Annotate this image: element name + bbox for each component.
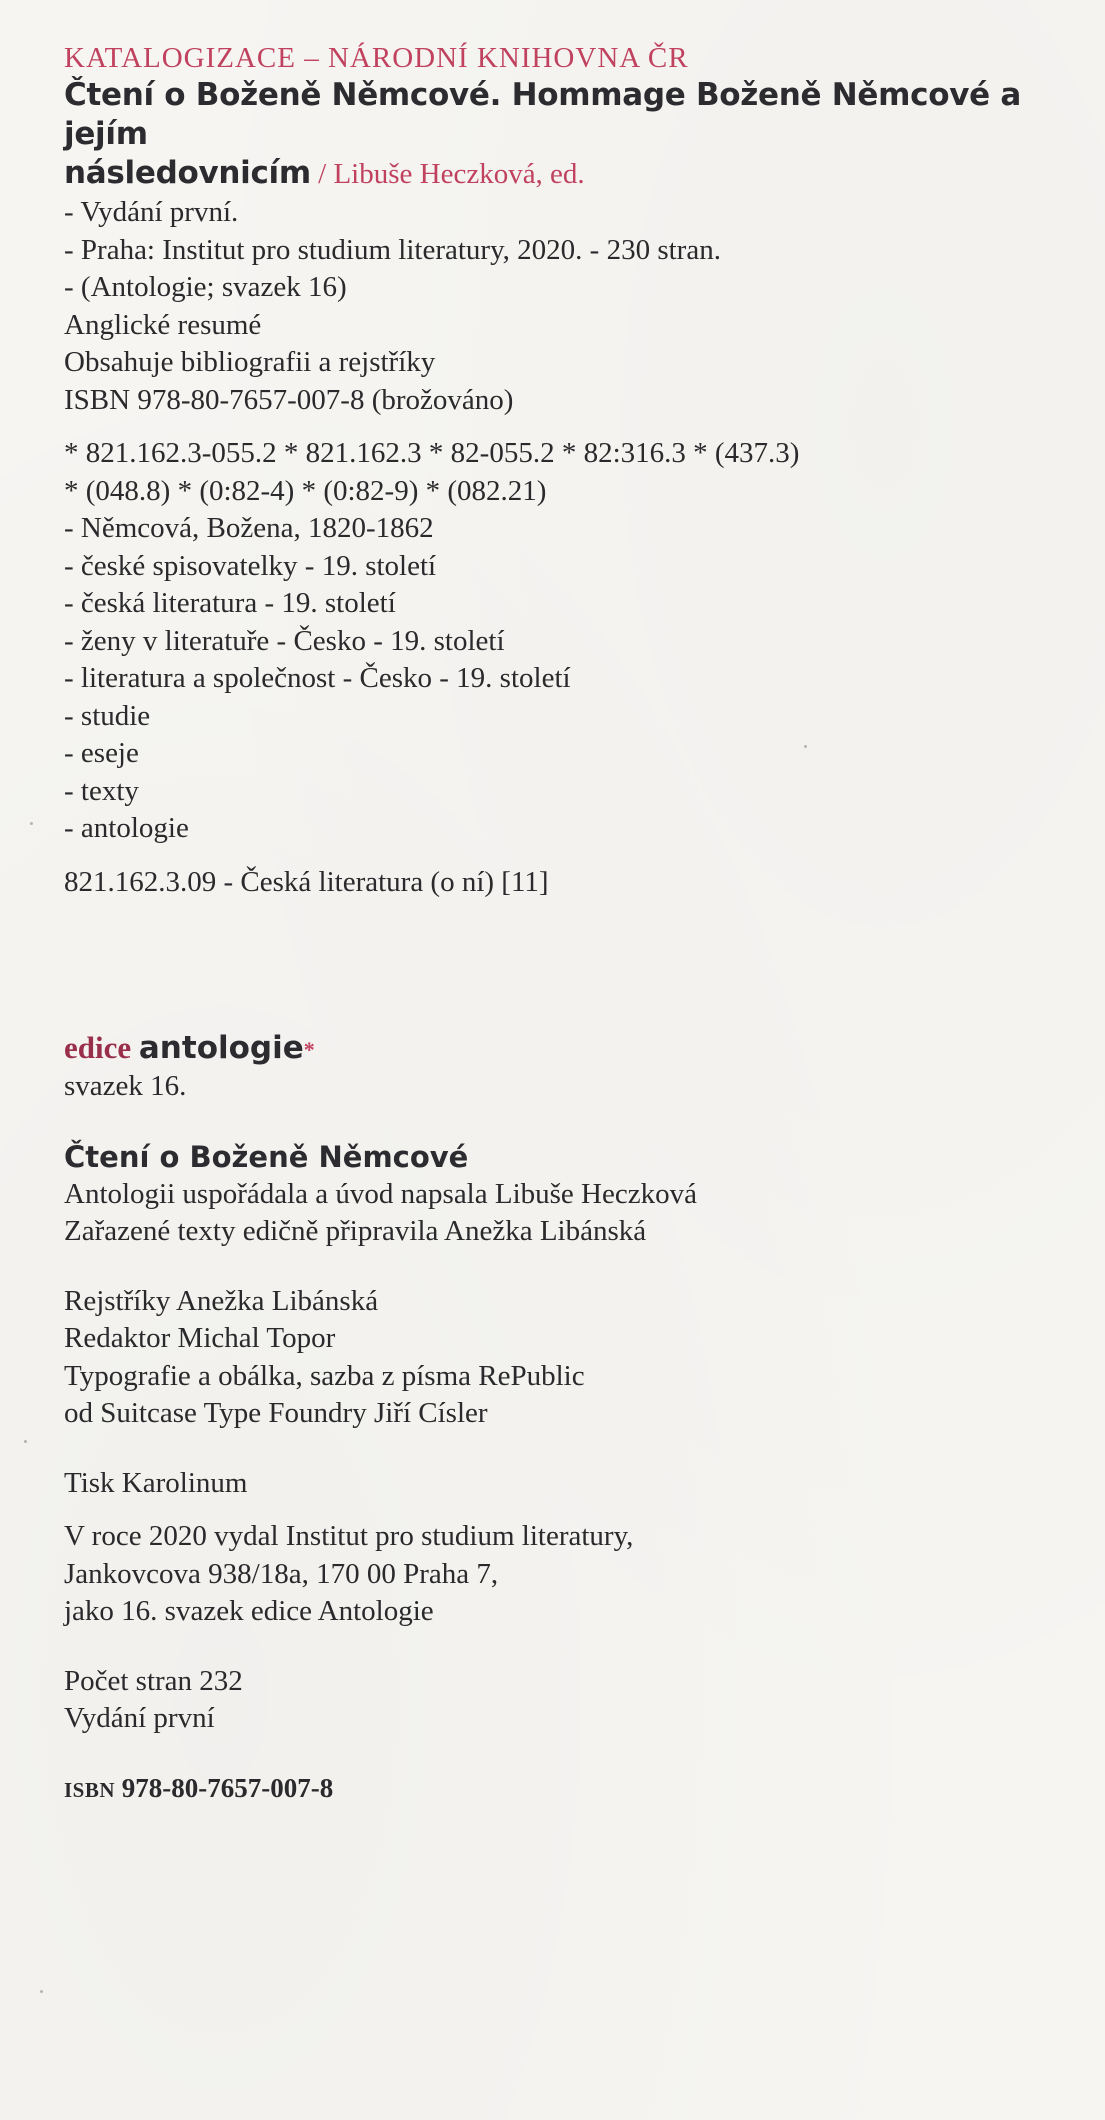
- publisher-line: Jankovcova 938/18a, 170 00 Praha 7,: [64, 1557, 499, 1590]
- paper-speck: [804, 745, 807, 748]
- printer-line: Tisk Karolinum: [64, 1466, 248, 1499]
- spacer: [64, 1251, 1054, 1283]
- spacer: [64, 1502, 1054, 1518]
- conspectus-line: 821.162.3.09 - Česká literatura (o ní) [11]: [64, 865, 549, 898]
- spacer: [64, 1631, 1054, 1663]
- spacer: [64, 1433, 1054, 1465]
- catalog-record: [64, 40, 1054, 901]
- record-line: - (Antologie; svazek 16): [64, 271, 347, 303]
- subject-line: - texty: [64, 774, 139, 807]
- subject-line: - eseje: [64, 737, 139, 769]
- subject-line: - české spisovatelky - 19. století: [64, 549, 437, 582]
- subject-line: - studie: [64, 699, 151, 732]
- credit-line: Zařazené texty edičně připravila Anežka Libánská: [64, 1215, 647, 1247]
- series-word-antologie: antologie: [138, 1030, 304, 1066]
- isbn-line: [64, 1770, 1054, 1808]
- record-line: Obsahuje bibliografii a rejstříky: [64, 346, 436, 378]
- spacer: [64, 1738, 1054, 1770]
- subject-line: - literatura a společnost - Česko - 19. století: [64, 662, 571, 694]
- classification-line: * 821.162.3-055.2 * 821.162.3 * 82-055.2 * 82:316.3 * (437.3): [64, 437, 800, 469]
- paper-speck: [40, 1990, 43, 1993]
- colophon-title: Čtení o Boženě Němcové: [64, 1139, 469, 1174]
- catalog-editor: Libuše Heczková, ed.: [333, 158, 585, 190]
- spacer: [64, 901, 1054, 1028]
- credit-line: Antologii uspořádala a úvod napsala Libuše Heczková: [64, 1177, 697, 1210]
- series-volume: svazek 16.: [64, 1070, 187, 1102]
- imprint-content: [64, 40, 1054, 1808]
- catalog-heading: KATALOGIZACE – NÁRODNÍ KNIHOVNA ČR: [64, 42, 689, 74]
- subject-line: - antologie: [64, 812, 189, 844]
- series-asterisk: *: [303, 1037, 315, 1062]
- isbn-number: 978-80-7657-007-8: [121, 1772, 334, 1803]
- classification-line: * (048.8) * (0:82-4) * (0:82-9) * (082.21): [64, 474, 547, 507]
- series-name: [64, 1028, 1054, 1068]
- subject-line: - česká literatura - 19. století: [64, 587, 396, 619]
- publisher-line: jako 16. svazek edice Antologie: [64, 1595, 434, 1627]
- paper-speck: [30, 822, 33, 825]
- subject-line: - Němcová, Božena, 1820-1862: [64, 512, 434, 544]
- isbn-label: ISBN: [64, 1777, 116, 1802]
- record-line: ISBN 978-80-7657-007-8 (brožováno): [64, 383, 514, 416]
- paper-speck: [24, 1440, 27, 1443]
- colophon: [64, 1028, 1054, 1808]
- credit-line: Rejstříky Anežka Libánská: [64, 1284, 379, 1317]
- page-count-line: Počet stran 232: [64, 1664, 243, 1697]
- record-line: - Praha: Institut pro studium literatury, 2020. - 230 stran.: [64, 233, 721, 266]
- spacer: [64, 848, 1054, 864]
- catalog-title-continuation: následovnicím: [64, 155, 311, 191]
- catalog-title-line-2: [64, 154, 1054, 194]
- credit-line: Typografie a obálka, sazba z písma RePublic: [64, 1359, 585, 1392]
- publisher-line: V roce 2020 vydal Institut pro studium literatury,: [64, 1520, 634, 1552]
- spacer: [64, 419, 1054, 435]
- credit-line: Redaktor Michal Topor: [64, 1322, 336, 1354]
- catalog-title-line-1: Čtení o Boženě Němcové. Hommage Boženě Němcové a jejím: [64, 77, 1021, 152]
- credit-line: od Suitcase Type Foundry Jiří Císler: [64, 1397, 488, 1429]
- spacer: [64, 1106, 1054, 1138]
- series-word-edice: edice: [64, 1030, 132, 1065]
- title-separator: /: [310, 158, 334, 190]
- record-line: Anglické resumé: [64, 308, 262, 341]
- catalog-title: [64, 76, 1054, 194]
- record-line: - Vydání první.: [64, 196, 239, 228]
- edition-line: Vydání první: [64, 1702, 215, 1734]
- subject-line: - ženy v literatuře - Česko - 19. století: [64, 624, 505, 657]
